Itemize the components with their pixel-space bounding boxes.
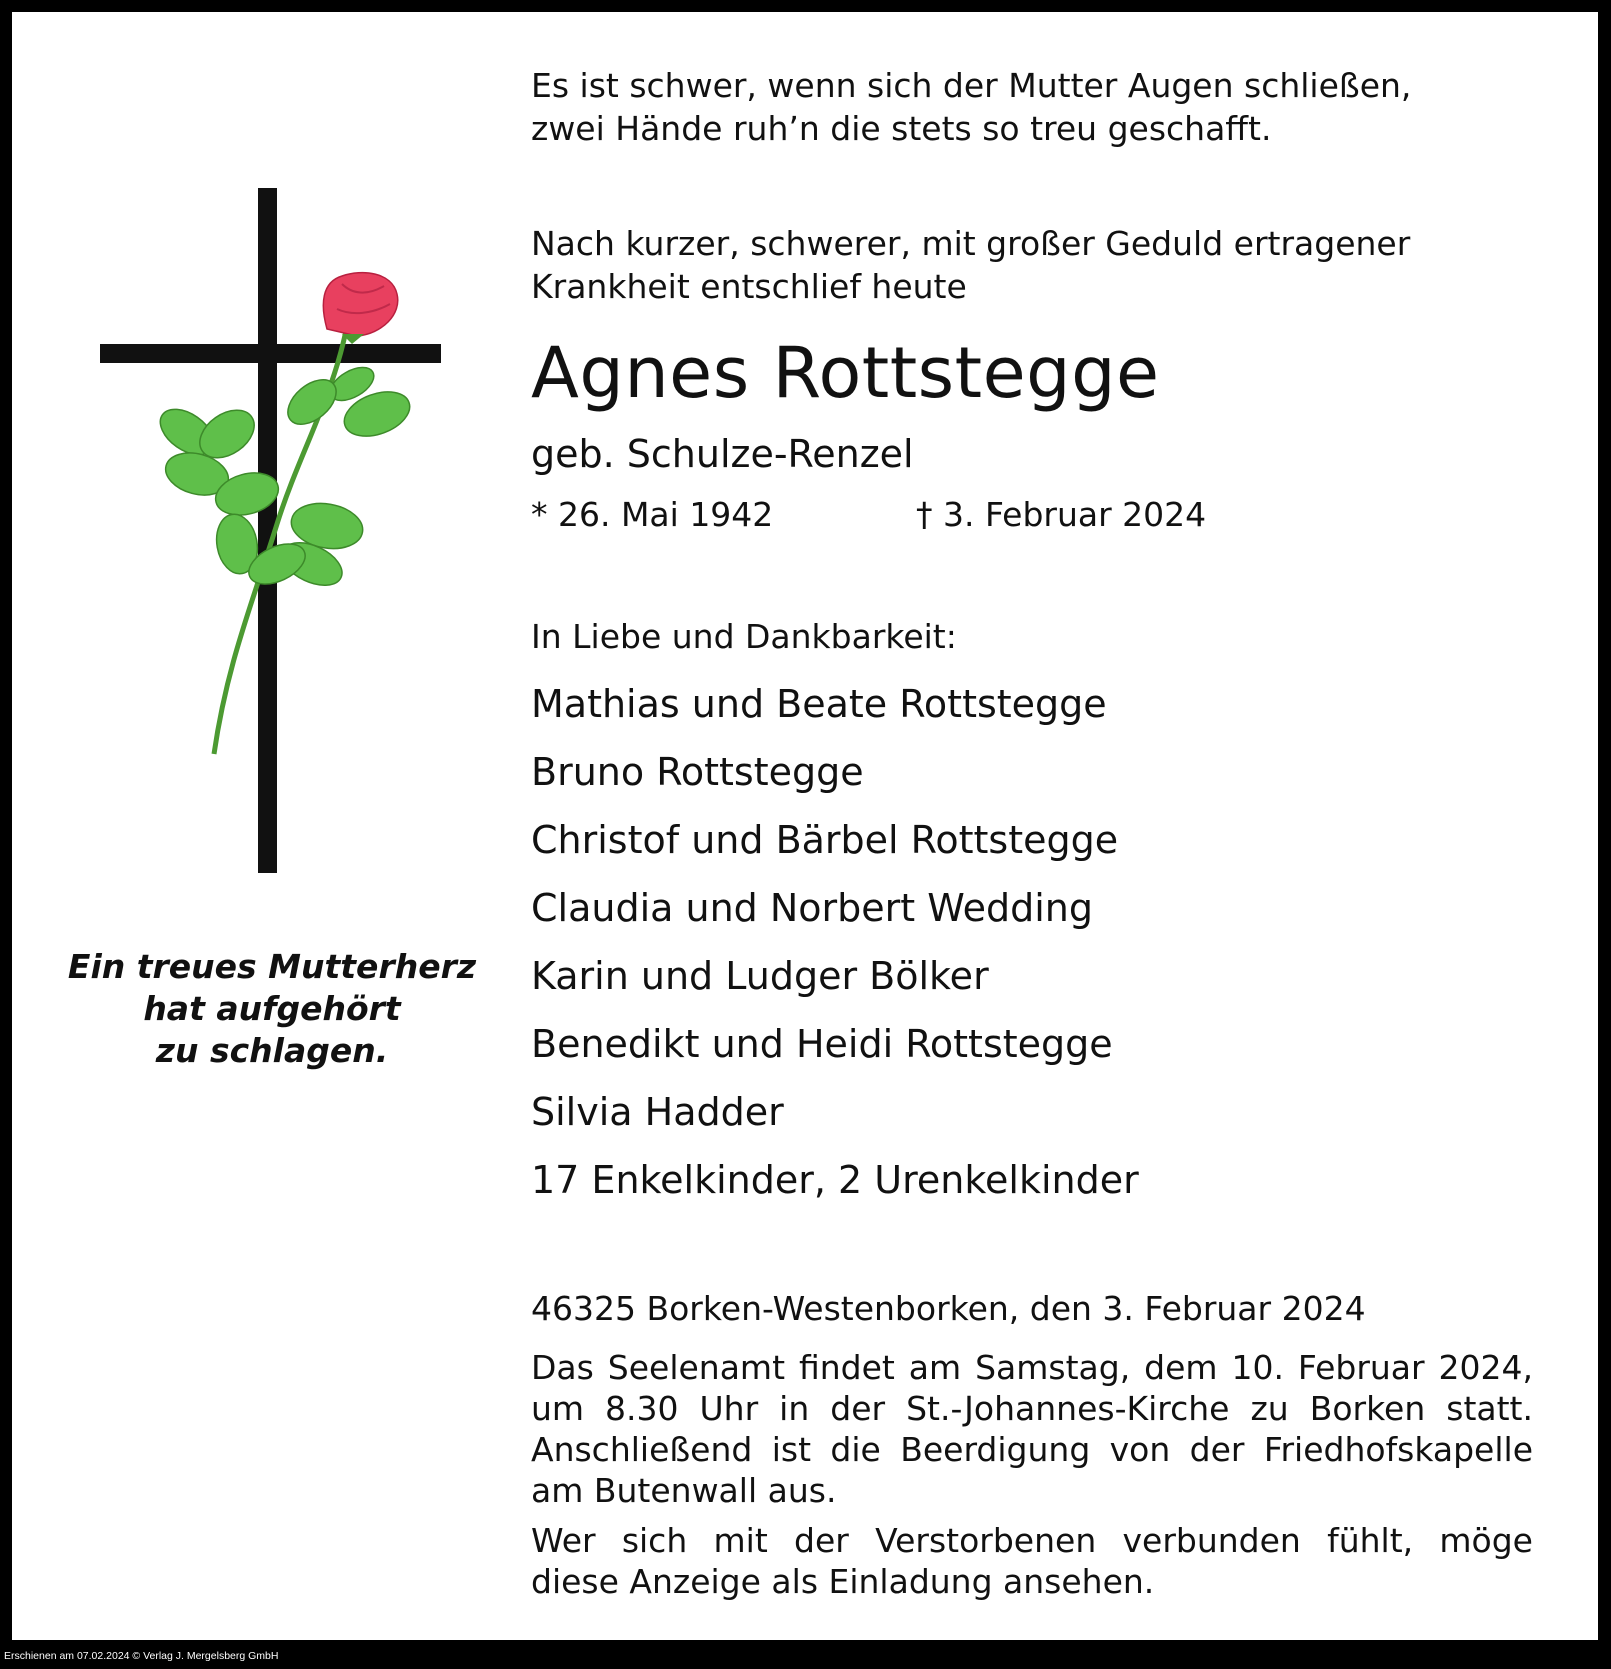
service-line: am Butenwall aus. — [531, 1471, 837, 1510]
invitation-line: Wer sich mit der Verstorbenen verbunden fühlt, möge — [531, 1521, 1533, 1560]
right-column — [531, 12, 1571, 1640]
mourner-name: Benedikt und Heidi Rottstegge — [531, 1022, 1113, 1066]
motto-line: hat aufgehört — [143, 989, 401, 1028]
left-column — [12, 12, 512, 1640]
mourner-name: Bruno Rottstegge — [531, 750, 864, 794]
birth-date: * 26. Mai 1942 — [531, 495, 774, 534]
mourner-name: 17 Enkelkinder, 2 Urenkelkinder — [531, 1158, 1139, 1202]
motto-verse — [52, 946, 492, 1072]
mourner-name: Christof und Bärbel Rottstegge — [531, 818, 1119, 862]
poem-line: zwei Hände ruh’n die stets so treu geschafft. — [531, 109, 1272, 148]
obituary-card — [12, 12, 1598, 1640]
invitation-line: diese Anzeige als Einladung ansehen. — [531, 1562, 1155, 1601]
mourner-name: Claudia und Norbert Wedding — [531, 886, 1094, 930]
service-line: Anschließend ist die Beerdigung von der Friedhofskapelle — [531, 1430, 1533, 1469]
motto-line: Ein treues Mutterherz — [67, 947, 477, 986]
service-line: Das Seelenamt findet am Samstag, dem 10. Februar 2024, — [531, 1348, 1533, 1387]
mourner-name: Karin und Ludger Bölker — [531, 954, 989, 998]
place-date: 46325 Borken-Westenborken, den 3. Februar 2024 — [531, 1289, 1366, 1328]
deceased-name: Agnes Rottstegge — [531, 332, 1160, 414]
motto-line: zu schlagen. — [155, 1031, 389, 1070]
mourner-name: Silvia Hadder — [531, 1090, 784, 1134]
intro-line: Krankheit entschlief heute — [531, 267, 967, 306]
mourners-heading: In Liebe und Dankbarkeit: — [531, 617, 957, 656]
death-date: † 3. Februar 2024 — [916, 495, 1207, 534]
rose-icon — [152, 264, 432, 764]
service-paragraph — [531, 1347, 1533, 1511]
mourner-name: Mathias und Beate Rottstegge — [531, 682, 1107, 726]
service-line: um 8.30 Uhr in der St.-Johannes-Kirche zu Borken statt. — [531, 1389, 1533, 1428]
poem-line: Es ist schwer, wenn sich der Mutter Augen schließen, — [531, 66, 1412, 105]
maiden-name: geb. Schulze-Renzel — [531, 432, 914, 476]
invitation-paragraph — [531, 1520, 1533, 1602]
intro-line: Nach kurzer, schwerer, mit großer Geduld ertragener — [531, 224, 1411, 263]
publication-note: Erschienen am 07.02.2024 © Verlag J. Mergelsberg GmbH — [4, 1650, 279, 1662]
